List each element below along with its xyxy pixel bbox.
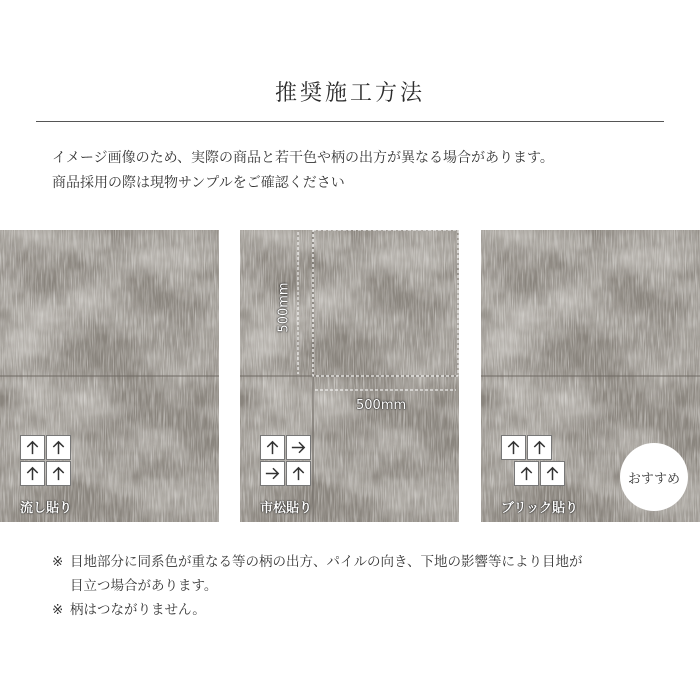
arrow-up-icon [501, 435, 526, 460]
arrow-up-icon [46, 461, 71, 486]
footnote-2-text: 柄はつながりません。 [70, 602, 206, 618]
arrow-up-icon [514, 461, 539, 486]
dimension-label-vertical: 500mm [276, 282, 292, 333]
arrow-up-icon [286, 461, 311, 486]
arrow-up-icon [20, 461, 45, 486]
direction-grid-icon [20, 435, 72, 487]
arrow-up-icon [527, 435, 552, 460]
page-title: 推奨施工方法 [274, 81, 425, 106]
panel-label: 流し貼り [20, 501, 73, 516]
arrow-right-icon [286, 435, 311, 460]
footnote-2 [52, 598, 672, 622]
title-divider [36, 121, 664, 122]
recommended-badge: おすすめ [620, 443, 688, 511]
notice-line-1: イメージ画像のため、実際の商品と若干色や柄の出方が異なる場合があります。 [52, 150, 554, 166]
note-mark: ※ [52, 602, 64, 618]
arrow-right-icon [260, 461, 285, 486]
footnote-1-line-2: 目立つ場合があります。 [70, 578, 218, 594]
note-mark: ※ [52, 554, 64, 570]
footnote-1-line-1: 目地部分に同系色が重なる等の柄の出方、パイルの向き、下地の影響等により目地が [70, 554, 583, 570]
panel-checker-install [240, 230, 459, 522]
image-notice [52, 146, 672, 196]
footnotes [52, 550, 672, 622]
arrow-up-icon [20, 435, 45, 460]
direction-grid-icon [501, 435, 579, 487]
panel-flow-install [0, 230, 219, 522]
panel-label: ブリック貼り [501, 501, 578, 516]
footnote-1 [52, 550, 672, 574]
arrow-up-icon [260, 435, 285, 460]
panel-label: 市松貼り [260, 501, 313, 516]
notice-line-2: 商品採用の際は現物サンプルをご確認ください [52, 175, 345, 191]
arrow-up-icon [540, 461, 565, 486]
dimension-label-horizontal: 500mm [356, 398, 407, 413]
direction-grid-icon [260, 435, 312, 487]
arrow-up-icon [46, 435, 71, 460]
